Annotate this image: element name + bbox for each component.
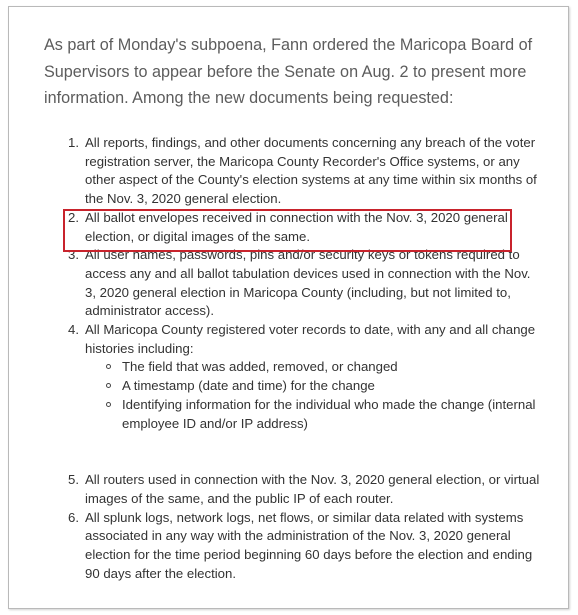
change-history-sublist	[85, 358, 545, 433]
list-item-number: 6.	[68, 509, 79, 525]
hollow-bullet-icon	[106, 383, 111, 388]
hollow-bullet-icon	[106, 402, 111, 407]
requested-documents-list	[68, 134, 545, 583]
intro-paragraph: As part of Monday's subpoena, Fann ordered the Maricopa Board of Supervisors to appear before the Senate on Aug. 2 to present more information. Among the new documents being requested:	[44, 36, 533, 107]
list-item-text: All user names, passwords, pins and/or security keys or tokens required to access any and all ballot tabulation devices used in connection with the Nov. 3, 2020 general election in Maricopa County (including, but not limited to, administrator access).	[85, 247, 531, 319]
sublist-item	[122, 396, 545, 433]
list-item-text: All reports, findings, and other documents concerning any breach of the voter registration server, the Maricopa County Recorder's Office systems, or any other aspect of the County's election systems at any time within six months of the Nov. 3, 2020 general election.	[85, 135, 537, 207]
list-item-5	[68, 471, 545, 508]
sublist-item-text: Identifying information for the individual who made the change (internal employee ID and/or IP address)	[122, 396, 536, 431]
list-item-number: 4.	[68, 322, 79, 338]
list-item-6	[68, 509, 545, 584]
list-item-number: 2.	[68, 209, 79, 225]
list-item-text: All splunk logs, network logs, net flows, or similar data related with systems associated in any way with the administration of the Nov. 3, 2020 general election for the time period beginning 60 days before the election and ending 90 days after the election.	[85, 509, 533, 581]
list-item-text: All routers used in connection with the Nov. 3, 2020 general election, or virtual images of the same, and the public IP of each router.	[85, 472, 540, 506]
list-item-text: All ballot envelopes received in connection with the Nov. 3, 2020 general election, or digital images of the same.	[85, 209, 508, 244]
screenshot-frame	[8, 6, 569, 609]
list-item-number: 3.	[68, 247, 79, 263]
hollow-bullet-icon	[106, 364, 111, 369]
sublist-item-text: The field that was added, removed, or changed	[122, 359, 398, 375]
list-item-text: All Maricopa County registered voter records to date, with any and all change histories including:	[85, 322, 536, 356]
list-item-2	[68, 209, 545, 246]
list-spacer	[85, 433, 545, 471]
list-item-number: 5.	[68, 472, 79, 488]
sublist-item	[122, 358, 545, 377]
sublist-item	[122, 377, 545, 396]
list-item-4	[68, 321, 545, 433]
list-item-3	[68, 246, 545, 321]
list-item-1	[68, 134, 545, 209]
list-item-number: 1.	[68, 135, 79, 150]
sublist-item-text: A timestamp (date and time) for the change	[122, 378, 375, 394]
